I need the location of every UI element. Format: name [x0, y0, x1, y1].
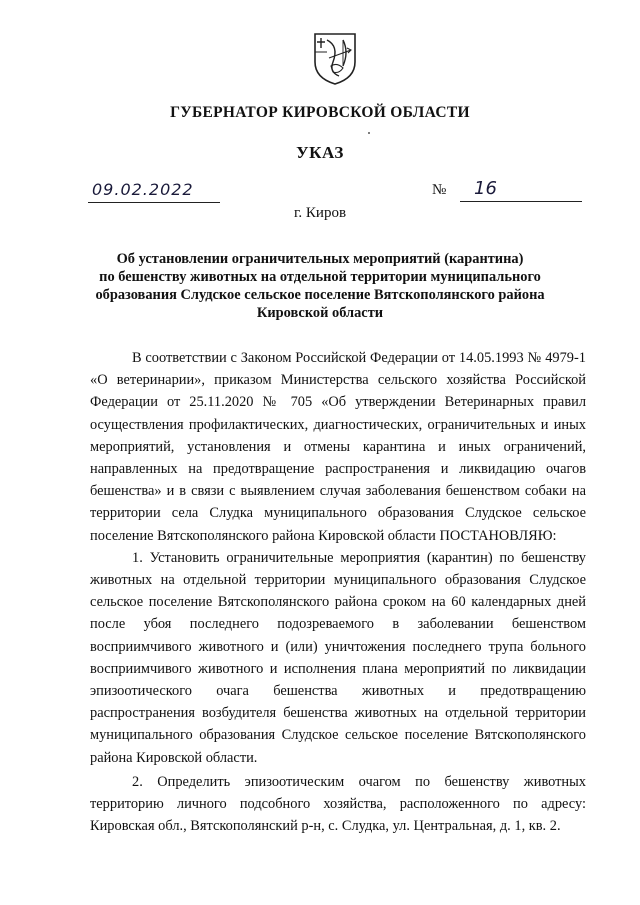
heading-line: по бешенству животных на отдельной территории муниципального	[99, 269, 541, 285]
document-body	[90, 347, 586, 837]
heading-line: Об установлении ограничительных мероприятий (карантина)	[116, 251, 524, 267]
number-sign: №	[432, 182, 447, 198]
coat-of-arms-icon	[313, 32, 357, 86]
handwritten-date: 09.02.2022	[92, 180, 194, 199]
scan-speck	[368, 132, 370, 134]
item-1-paragraph: 1. Установить ограничительные мероприятия (карантин) по бешенству животных на отдельной территории муниципального образования Слудское сельское поселение Вятскополянского района сроком на 60 календарных дней после убоя последнего подозреваемого в заболевании бешенством восприимчивого животного и (или) уничтожения последнего трупа больного восприимчивого животного и исполнения плана мероприятий по ликвидации эпизоотического очага бешенства животных и предотвращению распространения возбудителя бешенства животных на отдельной территории муниципального образования Слудское сельское поселение Вятскополянского района Кировской области.	[90, 549, 586, 766]
heading-line: образования Слудское сельское поселение Вятскополянского района	[95, 287, 545, 303]
document-type: УКАЗ	[296, 143, 344, 162]
document-heading	[80, 250, 560, 322]
heading-line: Кировской области	[256, 305, 384, 321]
document-number-field	[432, 180, 582, 202]
issuing-authority: ГУБЕРНАТОР КИРОВСКОЙ ОБЛАСТИ	[170, 104, 470, 121]
city-of-issue: г. Киров	[293, 205, 347, 221]
preamble-paragraph: В соответствии с Законом Российской Федерации от 14.05.1993 № 4979-1 «О ветеринарии», приказом Министерства сельского хозяйства Российской Федерации от 25.11.2020 № 705 «Об утверждении Ветеринарных правил осуществления профилактических, диагностических, ограничительных и иных мероприятий, установления и отмены карантина и иных ограничений, направленных на предотвращение распространения и ликвидацию очагов бешенства» и в связи с выявлением случая заболевания бешенством собаки на территории села Слудка муниципального образования Слудское сельское поселение Вятскополянского района Кировской области ПОСТАНОВЛЯЮ:	[90, 350, 586, 544]
handwritten-number: 16	[474, 178, 497, 199]
number-underline	[460, 180, 582, 202]
item-2-paragraph: 2. Определить эпизоотическим очагом по бешенству животных территорию личного подсобного хозяйства, расположенного по адресу: Кировская обл., Вятскополянский р-н, с. Слудка, ул. Центральная, д. 1, кв. 2.	[90, 773, 586, 835]
date-field	[88, 180, 220, 203]
